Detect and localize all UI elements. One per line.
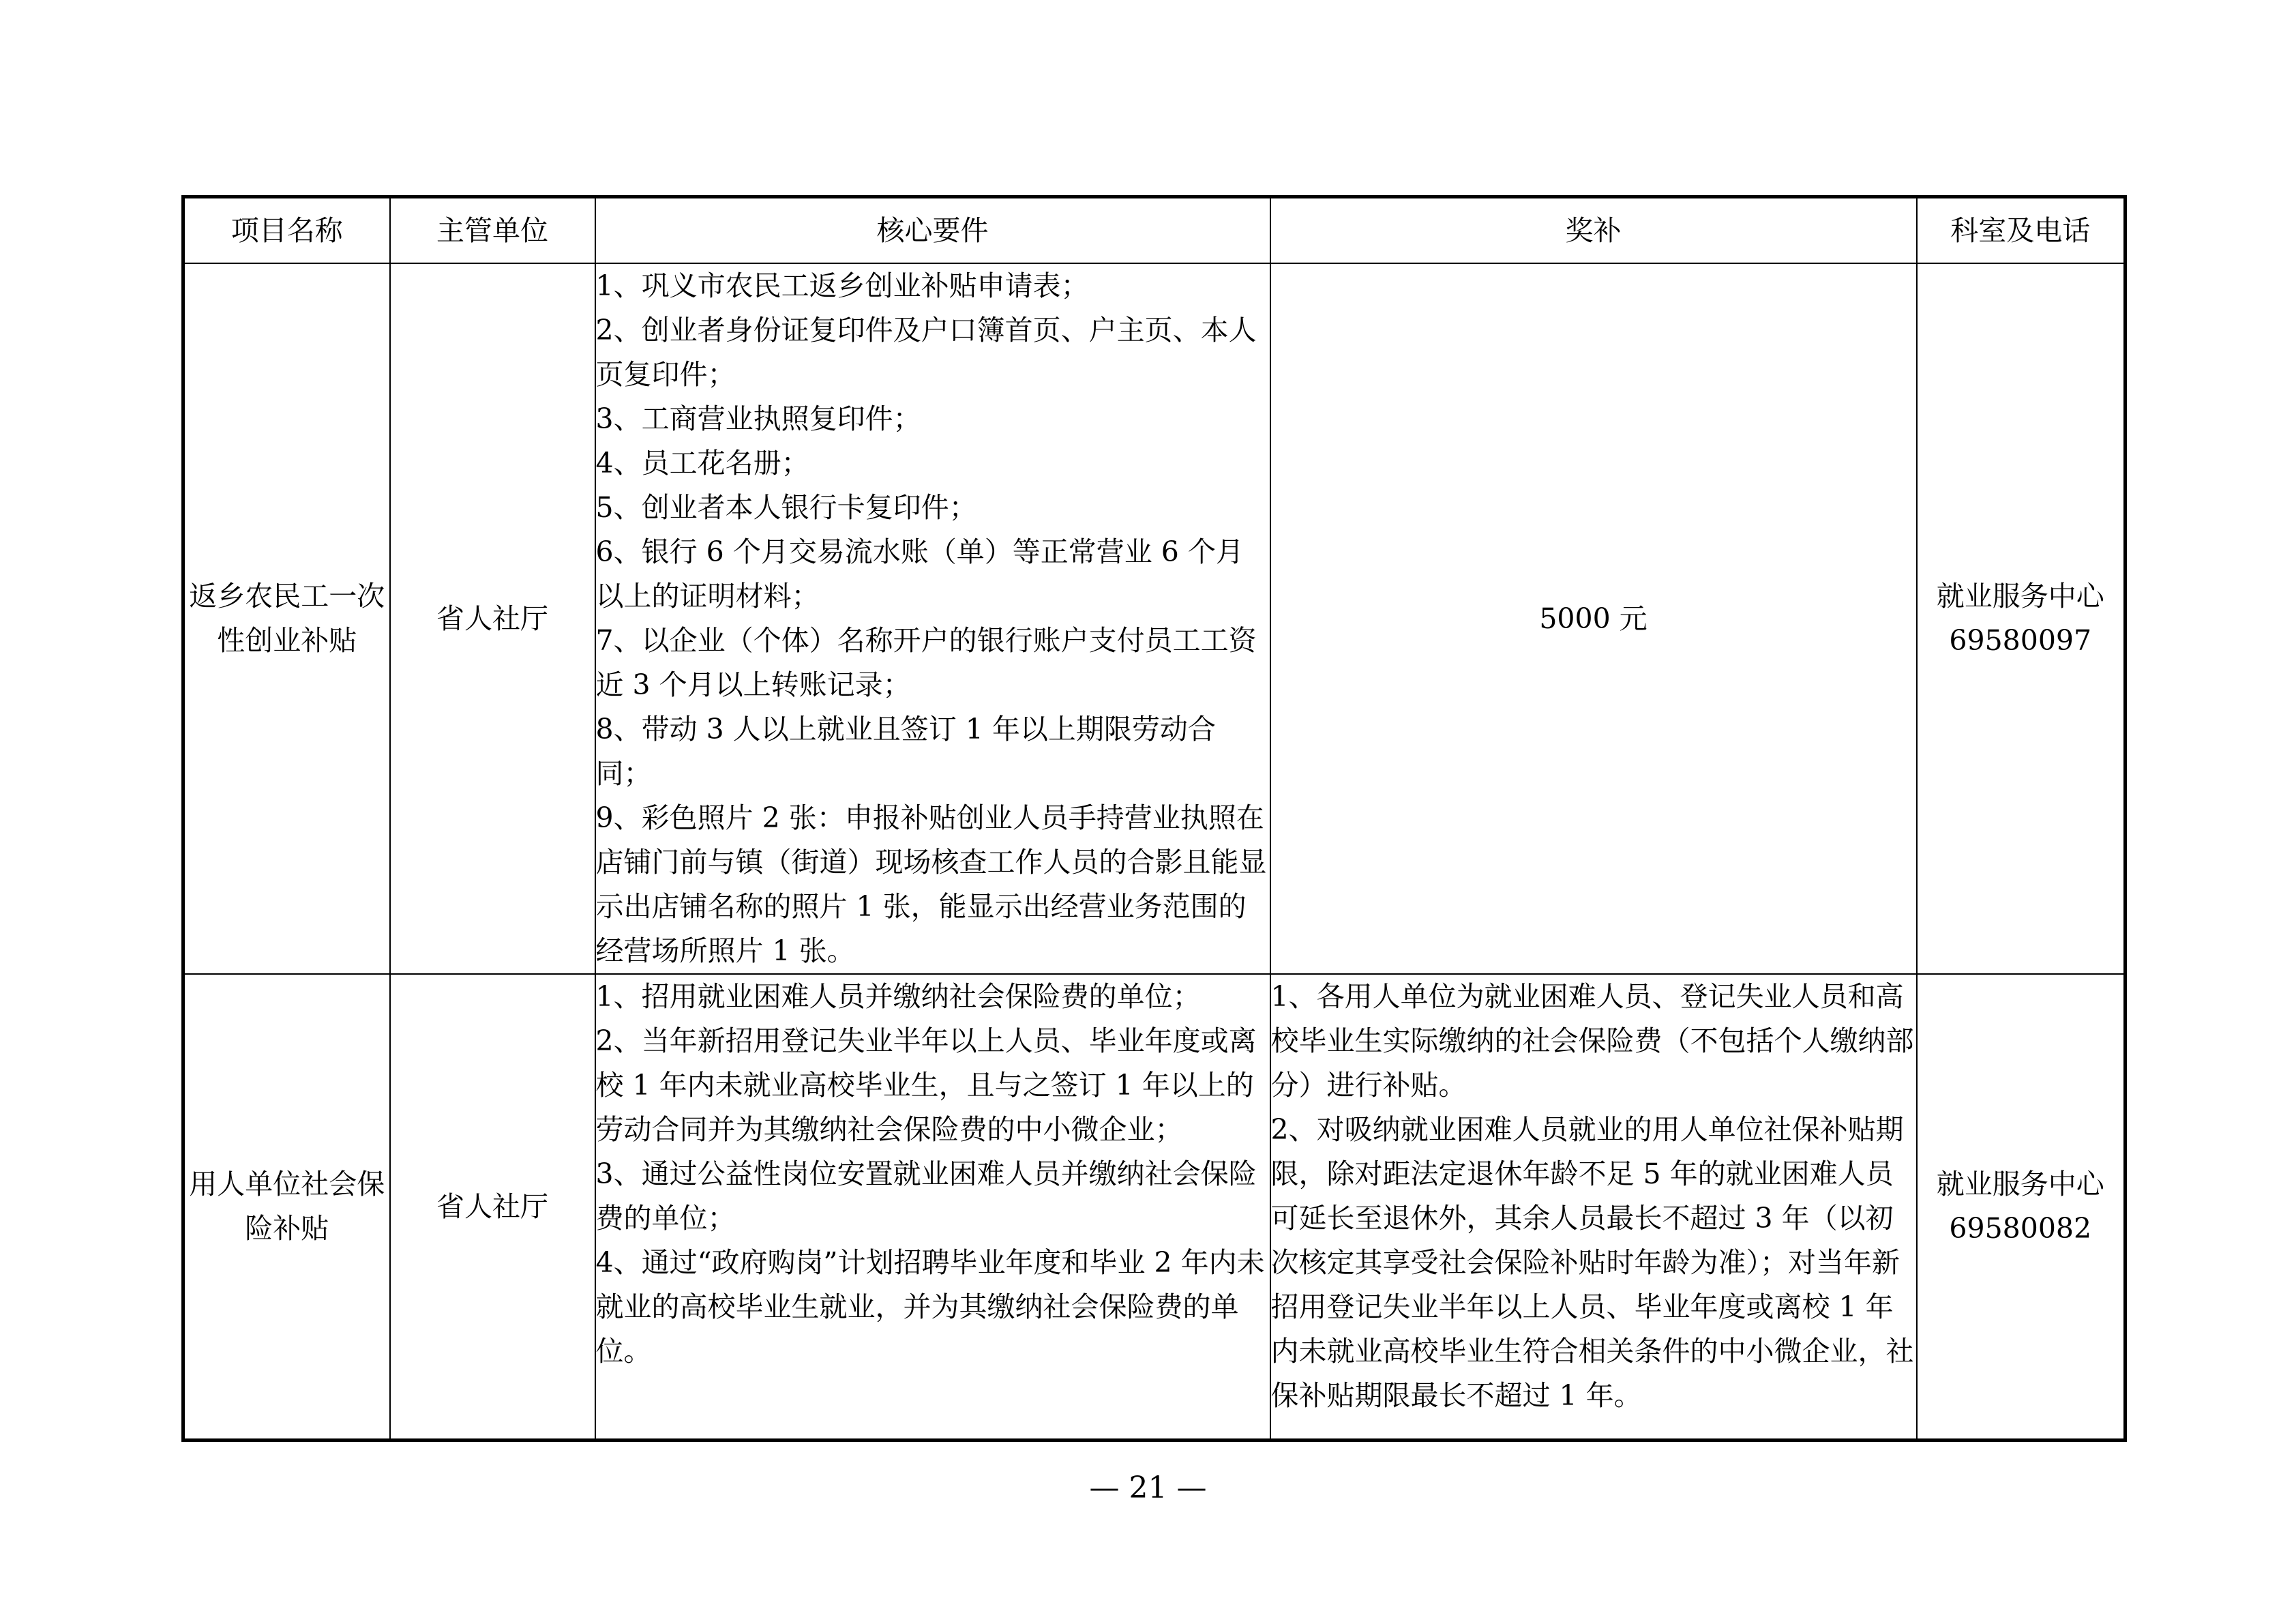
- department-phone: 69580097: [1949, 624, 2092, 657]
- requirement-item: 4、通过“政府购岗”计划招聘毕业年度和毕业 2 年内未就业的高校毕业生就业，并为其缴纳社会保险费的单位。: [595, 1246, 1265, 1368]
- requirements-cell: [595, 263, 1270, 974]
- requirement-item: 3、工商营业执照复印件；: [595, 402, 921, 435]
- table-row: [183, 263, 2126, 974]
- header-department-phone: 科室及电话: [1917, 197, 2126, 264]
- reward-item: 2、对吸纳就业困难人员就业的用人单位社保补贴期限，除对距法定退休年龄不足 5 年的就业困难人员可延长至退休外，其余人员最长不超过 3 年（以初次核定其享受社会保险补贴时年龄为准）；对当年新招用登记失业半年以上人员、毕业年度或离校 1 年内未就业高校毕业生符合相关条件的中小微企业，社保补贴期限最长不超过 1 年。: [1270, 1113, 1914, 1412]
- table-header-row: [183, 197, 2126, 264]
- requirement-item: 4、员工花名册；: [595, 447, 809, 479]
- requirement-item: 1、巩义市农民工返乡创业补贴申请表；: [595, 269, 1089, 302]
- table-row: [183, 974, 2126, 1441]
- requirement-item: 2、当年新招用登记失业半年以上人员、毕业年度或离校 1 年内未就业高校毕业生，且与之签订 1 年以上的劳动合同并为其缴纳社会保险费的中小微企业；: [595, 1024, 1257, 1146]
- reward-item: 1、各用人单位为就业困难人员、登记失业人员和高校毕业生实际缴纳的社会保险费（不包括个人缴纳部分）进行补贴。: [1270, 980, 1914, 1102]
- requirement-item: 1、招用就业困难人员并缴纳社会保险费的单位；: [595, 980, 1201, 1013]
- department-name: 就业服务中心: [1936, 580, 2104, 612]
- requirement-item: 5、创业者本人银行卡复印件；: [595, 491, 977, 524]
- header-project-name: 项目名称: [183, 197, 390, 264]
- department-phone-cell: [1917, 974, 2126, 1441]
- reward-cell: [1270, 263, 1917, 974]
- department-phone-cell: [1917, 263, 2126, 974]
- reward-amount: 5000 元: [1539, 602, 1648, 635]
- requirement-item: 7、以企业（个体）名称开户的银行账户支付员工工资近 3 个月以上转账记录；: [595, 624, 1257, 701]
- authority-cell: 省人社厅: [390, 974, 595, 1441]
- department-name: 就业服务中心: [1936, 1168, 2104, 1200]
- requirement-item: 2、创业者身份证复印件及户口簿首页、户主页、本人页复印件；: [595, 314, 1257, 391]
- authority-cell: 省人社厅: [390, 263, 595, 974]
- reward-cell: [1270, 974, 1917, 1441]
- requirement-item: 6、银行 6 个月交易流水账（单）等正常营业 6 个月以上的证明材料；: [595, 535, 1244, 612]
- project-name-cell: 返乡农民工一次性创业补贴: [183, 263, 390, 974]
- requirement-item: 9、彩色照片 2 张：申报补贴创业人员手持营业执照在店铺门前与镇（街道）现场核查工作人员的合影且能显示出店铺名称的照片 1 张，能显示出经营业务范围的经营场所照片 1 张。: [595, 801, 1267, 967]
- subsidy-table: [181, 195, 2127, 1442]
- header-requirements: 核心要件: [595, 197, 1270, 264]
- header-authority: 主管单位: [390, 197, 595, 264]
- header-reward: 奖补: [1270, 197, 1917, 264]
- page-number: — 21 —: [1089, 1471, 1207, 1505]
- project-name-cell: 用人单位社会保险补贴: [183, 974, 390, 1441]
- requirements-cell: [595, 974, 1270, 1441]
- department-phone: 69580082: [1949, 1212, 2092, 1245]
- requirement-item: 3、通过公益性岗位安置就业困难人员并缴纳社会保险费的单位；: [595, 1157, 1257, 1235]
- requirement-item: 8、带动 3 人以上就业且签订 1 年以上期限劳动合同；: [595, 713, 1216, 790]
